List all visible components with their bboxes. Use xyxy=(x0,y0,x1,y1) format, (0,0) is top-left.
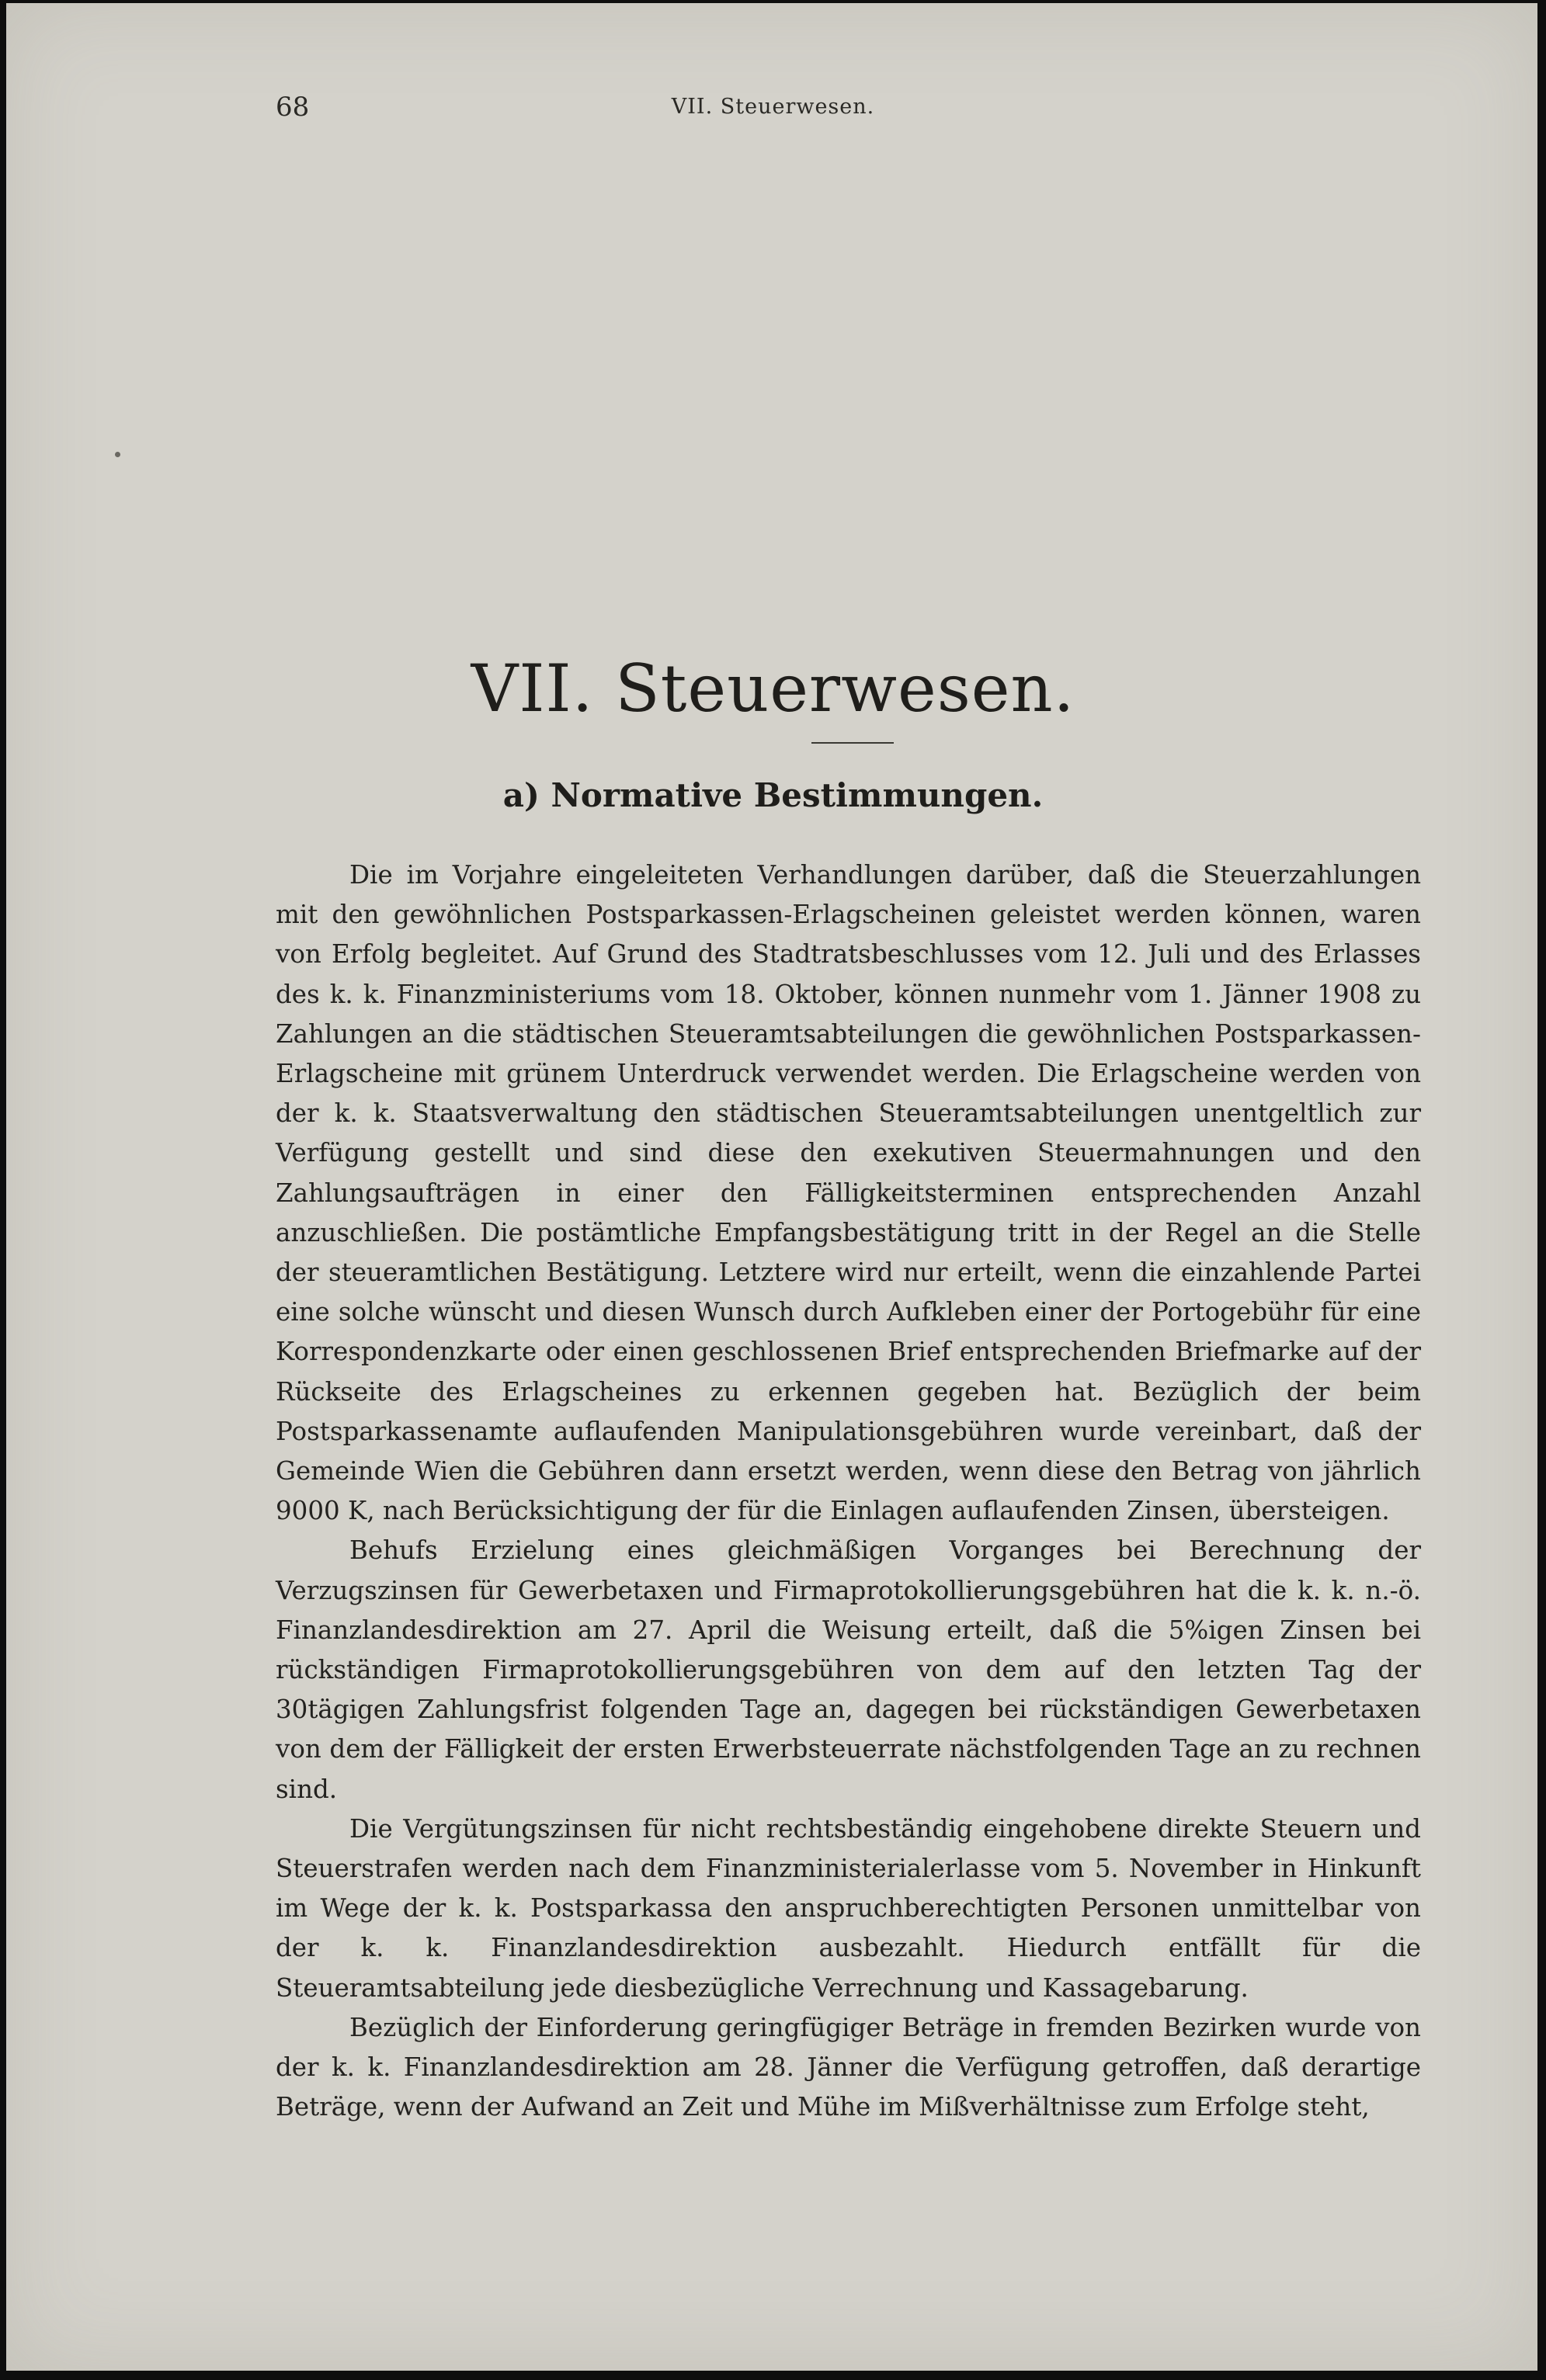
title-rule xyxy=(811,742,894,744)
paragraph-4: Bezüglich der Einforderung geringfügiger Beträge in fremden Bezirken wurde von der k. k. Finanzlandesdirektion am 28. Jänner die Verfügung getroffen, daß derartige Beträge, wenn der Aufwand an Zeit und Mühe im Mißverhältnisse zum Erfolge steht, xyxy=(276,2012,1421,2122)
running-title: VII. Steuerwesen. xyxy=(671,95,875,119)
paragraph-3: Die Vergütungszinsen für nicht rechtsbeständig eingehobene direkte Steuern und Steuerstrafen werden nach dem Finanzministerialerlasse vom 5. November in Hinkunft im Wege der k. k. Postsparkassa den anspruchberechtigten Personen unmittelbar von der k. k. Finanzlandesdirektion ausbezahlt. Hiedurch entfällt für die Steueramtsabteilung jede diesbezügliche Verrechnung und Kassagebarung. xyxy=(276,1813,1421,2003)
chapter-title: VII. Steuerwesen. xyxy=(471,651,1075,727)
paragraph-1: Die im Vorjahre eingeleiteten Verhandlungen darüber, daß die Steuerzahlungen mit den gewöhnlichen Postsparkassen-Erlagscheinen geleistet werden können, waren von Erfolg begleitet. Auf Grund des Stadtratsbeschlusses vom 12. Juli und des Erlasses des k. k. Finanzministeriums vom 18. Oktober, können nunmehr vom 1. Jänner 1908 zu Zahlungen an die städtischen Steueramtsabteilungen die gewöhnlichen Postsparkassen-Erlagscheine mit grünem Unterdruck verwendet werden. Die Erlagscheine werden von der k. k. Staatsverwaltung den städtischen Steueramtsabteilungen unentgeltlich zur Verfügung gestellt und sind diese den exekutiven Steuermahnungen und den Zahlungsaufträgen in einer den Fälligkeitsterminen entsprechenden Anzahl anzuschließen. Die postämtliche Empfangsbestätigung tritt in der Regel an die Stelle der steueramtlichen Bestätigung. Letztere wird nur erteilt, wenn die einzahlende Partei eine solche wünscht und diesen Wunsch durch Aufkleben einer der Portogebühr für eine Korrespondenzkarte oder einen geschlossenen Brief entsprechenden Briefmarke auf der Rückseite des Erlagscheines zu erkennen gegeben hat. Bezüglich der beim Postsparkassenamte auflaufenden Manipulationsgebühren wurde vereinbart, daß der Gemeinde Wien die Gebühren dann ersetzt werden, wenn diese den Betrag von jährlich 9000 K, nach Berücksichtigung der für die Einlagen auflaufenden Zinsen, übersteigen. xyxy=(276,860,1421,1526)
paragraph-2: Behufs Erzielung eines gleichmäßigen Vorganges bei Berechnung der Verzugszinsen für Gewerbetaxen und Firmaprotokollierungsgebühren hat die k. k. n.-ö. Finanzlandesdirektion am 27. April die Weisung erteilt, daß die 5%igen Zinsen bei rückständigen Firmaprotokollierungsgebühren von dem auf den letzten Tag der 30tägigen Zahlungsfrist folgenden Tage an, dagegen bei rückständigen Gewerbetaxen von dem der Fälligkeit der ersten Erwerbsteuerrate nächstfolgenden Tage an zu rechnen sind. xyxy=(276,1535,1421,1804)
page-number: 68 xyxy=(276,92,310,123)
ink-speck xyxy=(115,452,120,457)
body-text xyxy=(276,855,1421,2128)
running-head xyxy=(0,92,1546,130)
section-heading: a) Normative Bestimmungen. xyxy=(502,776,1044,814)
